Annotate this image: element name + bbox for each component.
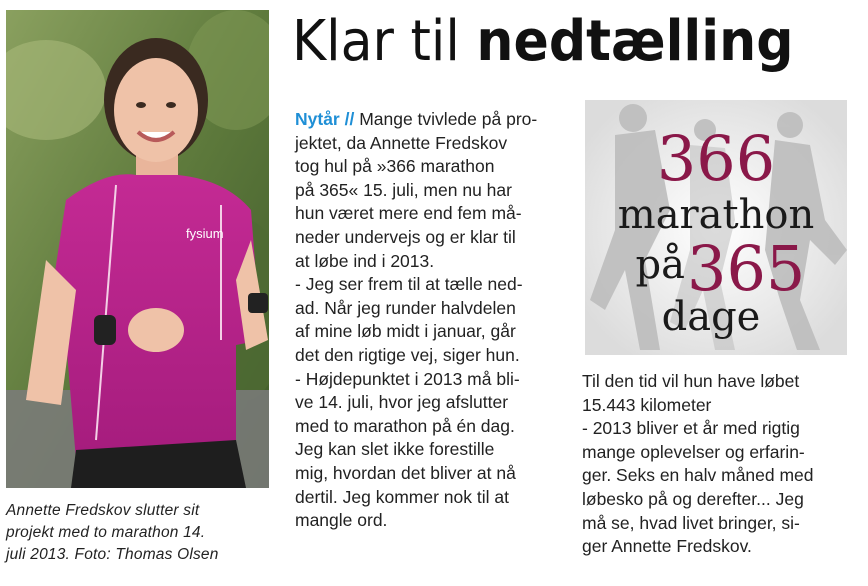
article-line: at løbe ind i 2013. (295, 250, 435, 271)
article-column-2 (582, 370, 848, 559)
article-line: Til den tid vil hun have løbet (582, 371, 800, 391)
article-line: tog hul på »366 marathon (295, 156, 495, 177)
logo-word-marathon: marathon (617, 192, 815, 238)
marathon-logo (585, 100, 847, 355)
logo-word-paa: på (635, 242, 685, 288)
article-line-text: Mange tvivlede på pro- (354, 109, 538, 129)
article-line: ad. Når jeg runder halvdelen (295, 297, 516, 318)
article-line: jektet, da Annette Fredskov (295, 132, 508, 153)
photo-caption (6, 500, 274, 566)
shirt-logo-text: fysium (186, 226, 224, 241)
article-line: mange oplevelser og erfarin- (582, 441, 805, 462)
article-line: dertil. Jeg kommer nok til at (295, 486, 509, 507)
article-line: Jeg kan slet ikke forestille (295, 439, 495, 460)
logo-number: 365 (687, 232, 806, 305)
article-line: neder undervejs og er klar til (295, 226, 516, 247)
caption-line: Annette Fredskov slutter sit (6, 502, 200, 519)
headline (292, 6, 793, 78)
headline-bold: nedtælling (476, 9, 794, 74)
article-line: ger Annette Fredskov. (582, 536, 752, 557)
logo-top-number: 366 (656, 122, 776, 195)
article-line (295, 108, 557, 132)
article-line: må se, hvad livet bringer, si- (582, 512, 800, 533)
runner-photo (6, 10, 269, 488)
article-line: 15.443 kilometer (582, 394, 712, 415)
logo-graphic (585, 100, 847, 355)
article-line: ve 14. juli, hvor jeg afslutter (295, 392, 509, 413)
logo-word-dage: dage (661, 294, 761, 340)
headline-light: Klar til (292, 9, 460, 74)
caption-line: juli 2013. Foto: Thomas Olsen (6, 546, 219, 563)
article-line: mangle ord. (295, 510, 388, 531)
article-line: - Jeg ser frem til at tælle ned- (295, 274, 523, 295)
article-line: med to marathon på én dag. (295, 415, 515, 436)
article-line: af mine løb midt i januar, går (295, 321, 516, 342)
article-line: - 2013 bliver et år med rigtig (582, 418, 800, 439)
article-line: på 365« 15. juli, men nu har (295, 179, 512, 200)
article-line: - Højdepunktet i 2013 må bli- (295, 368, 520, 389)
article-line: ger. Seks en halv måned med (582, 465, 814, 486)
runner-illustration (6, 10, 269, 488)
article-line: løbesko på og derefter... Jeg (582, 488, 804, 509)
article-column-1 (295, 108, 557, 533)
article-line: mig, hvordan det bliver at nå (295, 462, 516, 483)
caption-line: projekt med to marathon 14. (6, 524, 206, 541)
article-kicker: Nytår // (295, 109, 355, 129)
article-line: det den rigtige vej, siger hun. (295, 344, 520, 365)
article-line: hun været mere end fem må- (295, 203, 522, 224)
